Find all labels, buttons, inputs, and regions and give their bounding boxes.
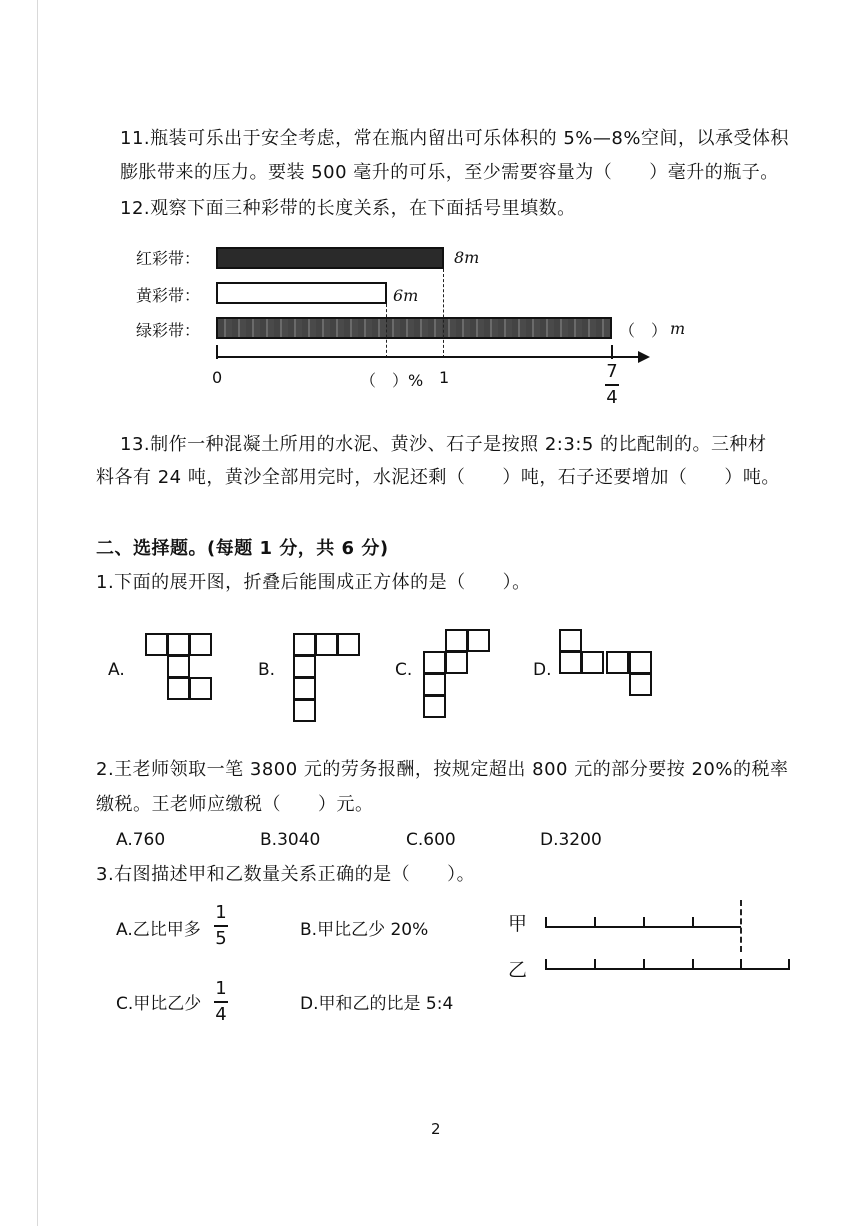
net-square <box>189 633 212 656</box>
axis-label-percent-blank: （ ）% <box>360 371 424 390</box>
c1-option-b-label: B. <box>258 660 276 680</box>
q13-line1: 13.制作一种混凝土所用的水泥、黄沙、石子是按照 2:3:5 的比配制的。三种材 <box>120 434 767 455</box>
fraction-numerator: 1 <box>215 902 227 923</box>
segment-tick <box>594 959 596 969</box>
segment-tick <box>692 917 694 927</box>
axis-label-zero: 0 <box>212 368 223 387</box>
number-axis <box>216 356 640 358</box>
net-square <box>445 651 468 674</box>
net-square <box>581 651 604 674</box>
net-square <box>559 629 582 652</box>
axis-label-fraction <box>605 362 619 408</box>
c3-option-a-fraction <box>214 903 228 949</box>
green-ribbon-label: 绿彩带： <box>136 321 201 340</box>
fraction-bar <box>214 1001 228 1003</box>
net-square <box>293 633 316 656</box>
c2-option-a: A.760 <box>116 830 166 850</box>
green-ribbon-unit: m <box>670 319 686 338</box>
net-square <box>629 651 652 674</box>
fraction-denominator: 4 <box>606 386 618 408</box>
red-ribbon-length: 8m <box>454 248 480 267</box>
axis-arrow-icon <box>638 351 650 363</box>
segment-tick <box>692 959 694 969</box>
net-square <box>423 651 446 674</box>
c2-option-b: B.3040 <box>260 830 321 850</box>
fraction-denominator: 4 <box>215 1003 227 1025</box>
c2-line2: 缴税。王老师应缴税（ ）元。 <box>96 794 374 815</box>
fraction-numerator: 1 <box>215 978 227 999</box>
net-square <box>467 629 490 652</box>
q13-line2: 料各有 24 吨，黄沙全部用完时，水泥还剩（ ）吨，石子还要增加（ ）吨。 <box>96 467 780 488</box>
net-square <box>167 677 190 700</box>
jia-end-dash <box>740 900 742 952</box>
c1-option-c-label: C. <box>395 660 413 680</box>
q11-line2: 膨胀带来的压力。要装 500 毫升的可乐，至少需要容量为（ ）毫升的瓶子。 <box>120 162 779 183</box>
q12-text: 12.观察下面三种彩带的长度关系，在下面括号里填数。 <box>120 198 576 219</box>
net-square <box>293 655 316 678</box>
c3-option-a: A.乙比甲多 <box>116 920 201 940</box>
fraction-bar <box>214 925 228 927</box>
axis-label-one: 1 <box>439 368 450 387</box>
green-ribbon-bar <box>216 317 612 339</box>
net-square <box>145 633 168 656</box>
axis-tick-end <box>611 345 613 359</box>
c3-option-c-fraction <box>214 979 228 1025</box>
net-square <box>189 677 212 700</box>
segment-tick <box>594 917 596 927</box>
segment-tick <box>788 959 790 969</box>
segment-tick <box>643 917 645 927</box>
net-square <box>293 677 316 700</box>
red-ribbon-label: 红彩带： <box>136 249 201 268</box>
c3-option-d: D.甲和乙的比是 5:4 <box>300 994 454 1014</box>
net-square <box>337 633 360 656</box>
c1-option-d-label: D. <box>533 660 552 680</box>
q11-line1: 11.瓶装可乐出于安全考虑，常在瓶内留出可乐体积的 5%—8%空间，以承受体积 <box>120 128 789 149</box>
fraction-bar <box>605 384 619 386</box>
jia-label: 甲 <box>508 913 528 935</box>
yellow-ribbon-label: 黄彩带： <box>136 286 201 305</box>
green-ribbon-blank: （ ） <box>619 321 668 340</box>
net-square <box>167 633 190 656</box>
fraction-numerator: 7 <box>606 361 618 382</box>
segment-tick <box>740 959 742 969</box>
net-square <box>423 695 446 718</box>
yellow-ribbon-bar <box>216 282 387 304</box>
section2-title: 二、选择题。(每题 1 分，共 6 分) <box>96 538 389 559</box>
dash-line-red <box>443 269 444 358</box>
net-square <box>445 629 468 652</box>
c3-option-c: C.甲比乙少 <box>116 994 202 1014</box>
net-square <box>606 651 629 674</box>
red-ribbon-bar <box>216 247 444 269</box>
c3-text: 3.右图描述甲和乙数量关系正确的是（ ）。 <box>96 864 476 885</box>
yi-segment <box>545 968 790 970</box>
net-square <box>167 655 190 678</box>
c2-line1: 2.王老师领取一笔 3800 元的劳务报酬，按规定超出 800 元的部分要按 20%的税率 <box>96 759 789 780</box>
page-margin-line <box>37 0 38 1226</box>
net-square <box>629 673 652 696</box>
segment-tick <box>643 959 645 969</box>
c3-option-b: B.甲比乙少 20% <box>300 920 429 940</box>
fraction-denominator: 5 <box>215 927 227 949</box>
net-square <box>423 673 446 696</box>
net-square <box>315 633 338 656</box>
segment-tick <box>545 917 547 927</box>
c1-option-a-label: A. <box>108 660 125 680</box>
yi-label: 乙 <box>508 959 528 981</box>
dash-line-yellow <box>386 304 387 358</box>
page-number: 2 <box>431 1120 441 1138</box>
net-square <box>293 699 316 722</box>
yellow-ribbon-length: 6m <box>393 286 419 305</box>
net-square <box>559 651 582 674</box>
c1-text: 1.下面的展开图，折叠后能围成正方体的是（ ）。 <box>96 572 531 593</box>
segment-tick <box>545 959 547 969</box>
c2-option-c: C.600 <box>406 830 456 850</box>
c2-option-d: D.3200 <box>540 830 602 850</box>
